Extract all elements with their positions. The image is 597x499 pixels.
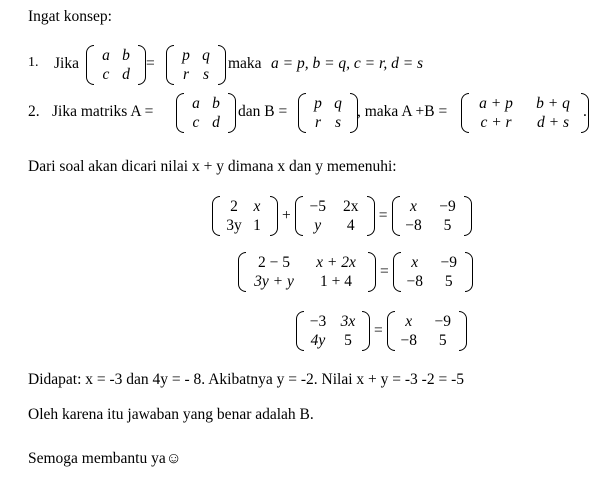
equation-2 xyxy=(238,252,473,292)
eq1-matrix-2: −5 2x y 4 xyxy=(295,196,375,236)
eq2-matrix-1: 2 − 5 x + 2x 3y + y 1 + 4 xyxy=(238,252,376,292)
eq2-equals: = xyxy=(380,263,389,280)
rule2-number: 2. xyxy=(28,103,40,120)
rule1-jika: Jika xyxy=(54,55,79,72)
eq3-equals: = xyxy=(374,322,383,339)
rule2-jika-matriks-a: Jika matriks A = xyxy=(52,103,154,120)
equation-1 xyxy=(212,196,472,236)
rule1-number: 1. xyxy=(28,55,39,70)
rule1-maka: maka xyxy=(228,55,262,72)
eq2-matrix-2: x −9 −8 5 xyxy=(393,252,473,292)
rule1-matrix-right: p q r s xyxy=(166,45,226,85)
didapat-text: Didapat: x = -3 dan 4y = - 8. Akibatnya y = -2. Nilai x + y = -3 -2 = -5 xyxy=(28,371,464,388)
rule1-equals: = xyxy=(146,55,155,72)
rule2-matrix-sum: a + p b + q c + r d + s xyxy=(461,93,589,133)
rule1-result: a = p, b = q, c = r, d = s xyxy=(271,55,424,72)
heading-ingat-konsep: Ingat konsep: xyxy=(28,8,112,25)
rule2-dan-b: dan B = xyxy=(238,103,288,120)
rule2-maka-a-plus-b: , maka A +B = xyxy=(357,103,448,120)
closing-text: Semoga membantu ya☺ xyxy=(28,450,182,467)
equation-3 xyxy=(296,311,467,351)
rule2-matrix-a: a b c d xyxy=(176,93,236,133)
eq3-matrix-1: −3 3x 4y 5 xyxy=(296,311,370,351)
eq1-matrix-1: 2 x 3y 1 xyxy=(212,196,278,236)
rule2-matrix-b: p q r s xyxy=(298,93,358,133)
rule2-period: . xyxy=(583,103,587,120)
conclusion-text: Oleh karena itu jawaban yang benar adalah B. xyxy=(28,406,314,423)
eq1-matrix-3: x −9 −8 5 xyxy=(392,196,472,236)
rule1-matrix-left: a b c d xyxy=(86,45,146,85)
eq3-matrix-2: x −9 −8 5 xyxy=(387,311,467,351)
question-text: Dari soal akan dicari nilai x + y dimana x dan y memenuhi: xyxy=(28,158,397,175)
eq1-plus: + xyxy=(282,207,291,224)
eq1-equals: = xyxy=(378,207,388,224)
